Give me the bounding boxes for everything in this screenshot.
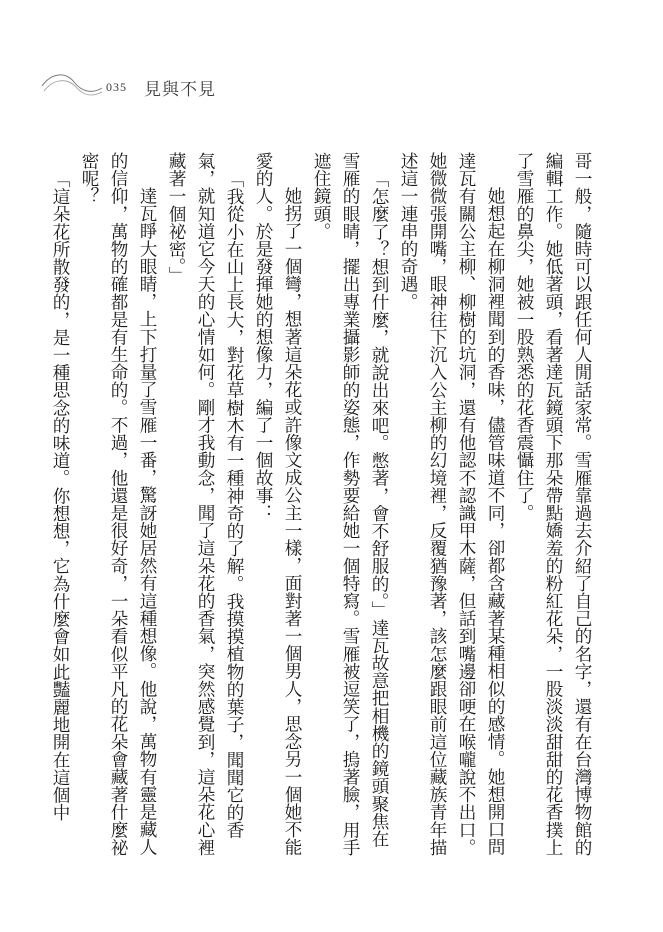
wave-ornament-icon (40, 64, 150, 104)
paragraph-6: 達瓦睜大眼睛，上下打量了雪雁一番，驚訝她居然有這種想像。他說，萬物有靈是藏人的信仰，萬物的確都是有生命的。不過，他還是很好奇，一朵看似平凡的花朵會藏著什麼祕密呢？ (79, 152, 157, 856)
paragraph-4: 她拐了一個彎，想著這朵花或許像文成公主一樣，面對著一個男人，思念另一個她不能愛的人。於是發揮她的想像力，編了一個故事： (253, 152, 302, 856)
page-number: 035 (106, 80, 127, 94)
body-text (50, 152, 596, 860)
paragraph-7: 「這朵花所散發的，是一種思念的味道。你想想，它為什麼會如此豔麗地開在這個中 (50, 169, 70, 821)
paragraph-5: 「我從小在山上長大，對花草樹木有一種神奇的了解。我摸摸植物的葉子，聞聞它的香氣，就知道它今天的心情如何。剛才我動念，聞了這朵花的香氣，突然感覺到，這朵花心裡藏著一個祕密。」 (166, 152, 244, 856)
paragraph-1: 哥一般，隨時可以跟任何人閒話家常。雪雁靠過去介紹了自己的名字，還有在台灣博物館的編輯工作。她低著頭，看著達瓦鏡頭下那朵帶點嬌羞的粉紅花朵，一股淡淡甜甜的花香撲上了雪雁的鼻尖，她被一股熟悉的花香震懾住了。 (514, 152, 592, 856)
page-header (40, 64, 340, 104)
paragraph-2: 她想起在柳洞裡聞到的香味，儘管味道不同，卻都含藏著某種相似的感情。她想開口問達瓦有關公主柳、柳樹的坑洞，還有他認不認識甲木薩，但話到嘴邊卻哽在喉嚨說不出口。她微微張開嘴，眼神往下沉入公主柳的幻境裡，反覆猶豫著，該怎麼跟眼前這位藏族青年描述這一連串的奇遇。 (398, 152, 505, 856)
paragraph-3: 「怎麼了？想到什麼，就說出來吧。憋著，會不舒服的。」達瓦故意把相機的鏡頭聚焦在雪雁的眼睛，擺出專業攝影師的姿態，作勢要給她一個特寫。雪雁被逗笑了，摀著臉，用手遮住鏡頭。 (311, 152, 389, 856)
running-title: 見與不見 (144, 80, 216, 100)
